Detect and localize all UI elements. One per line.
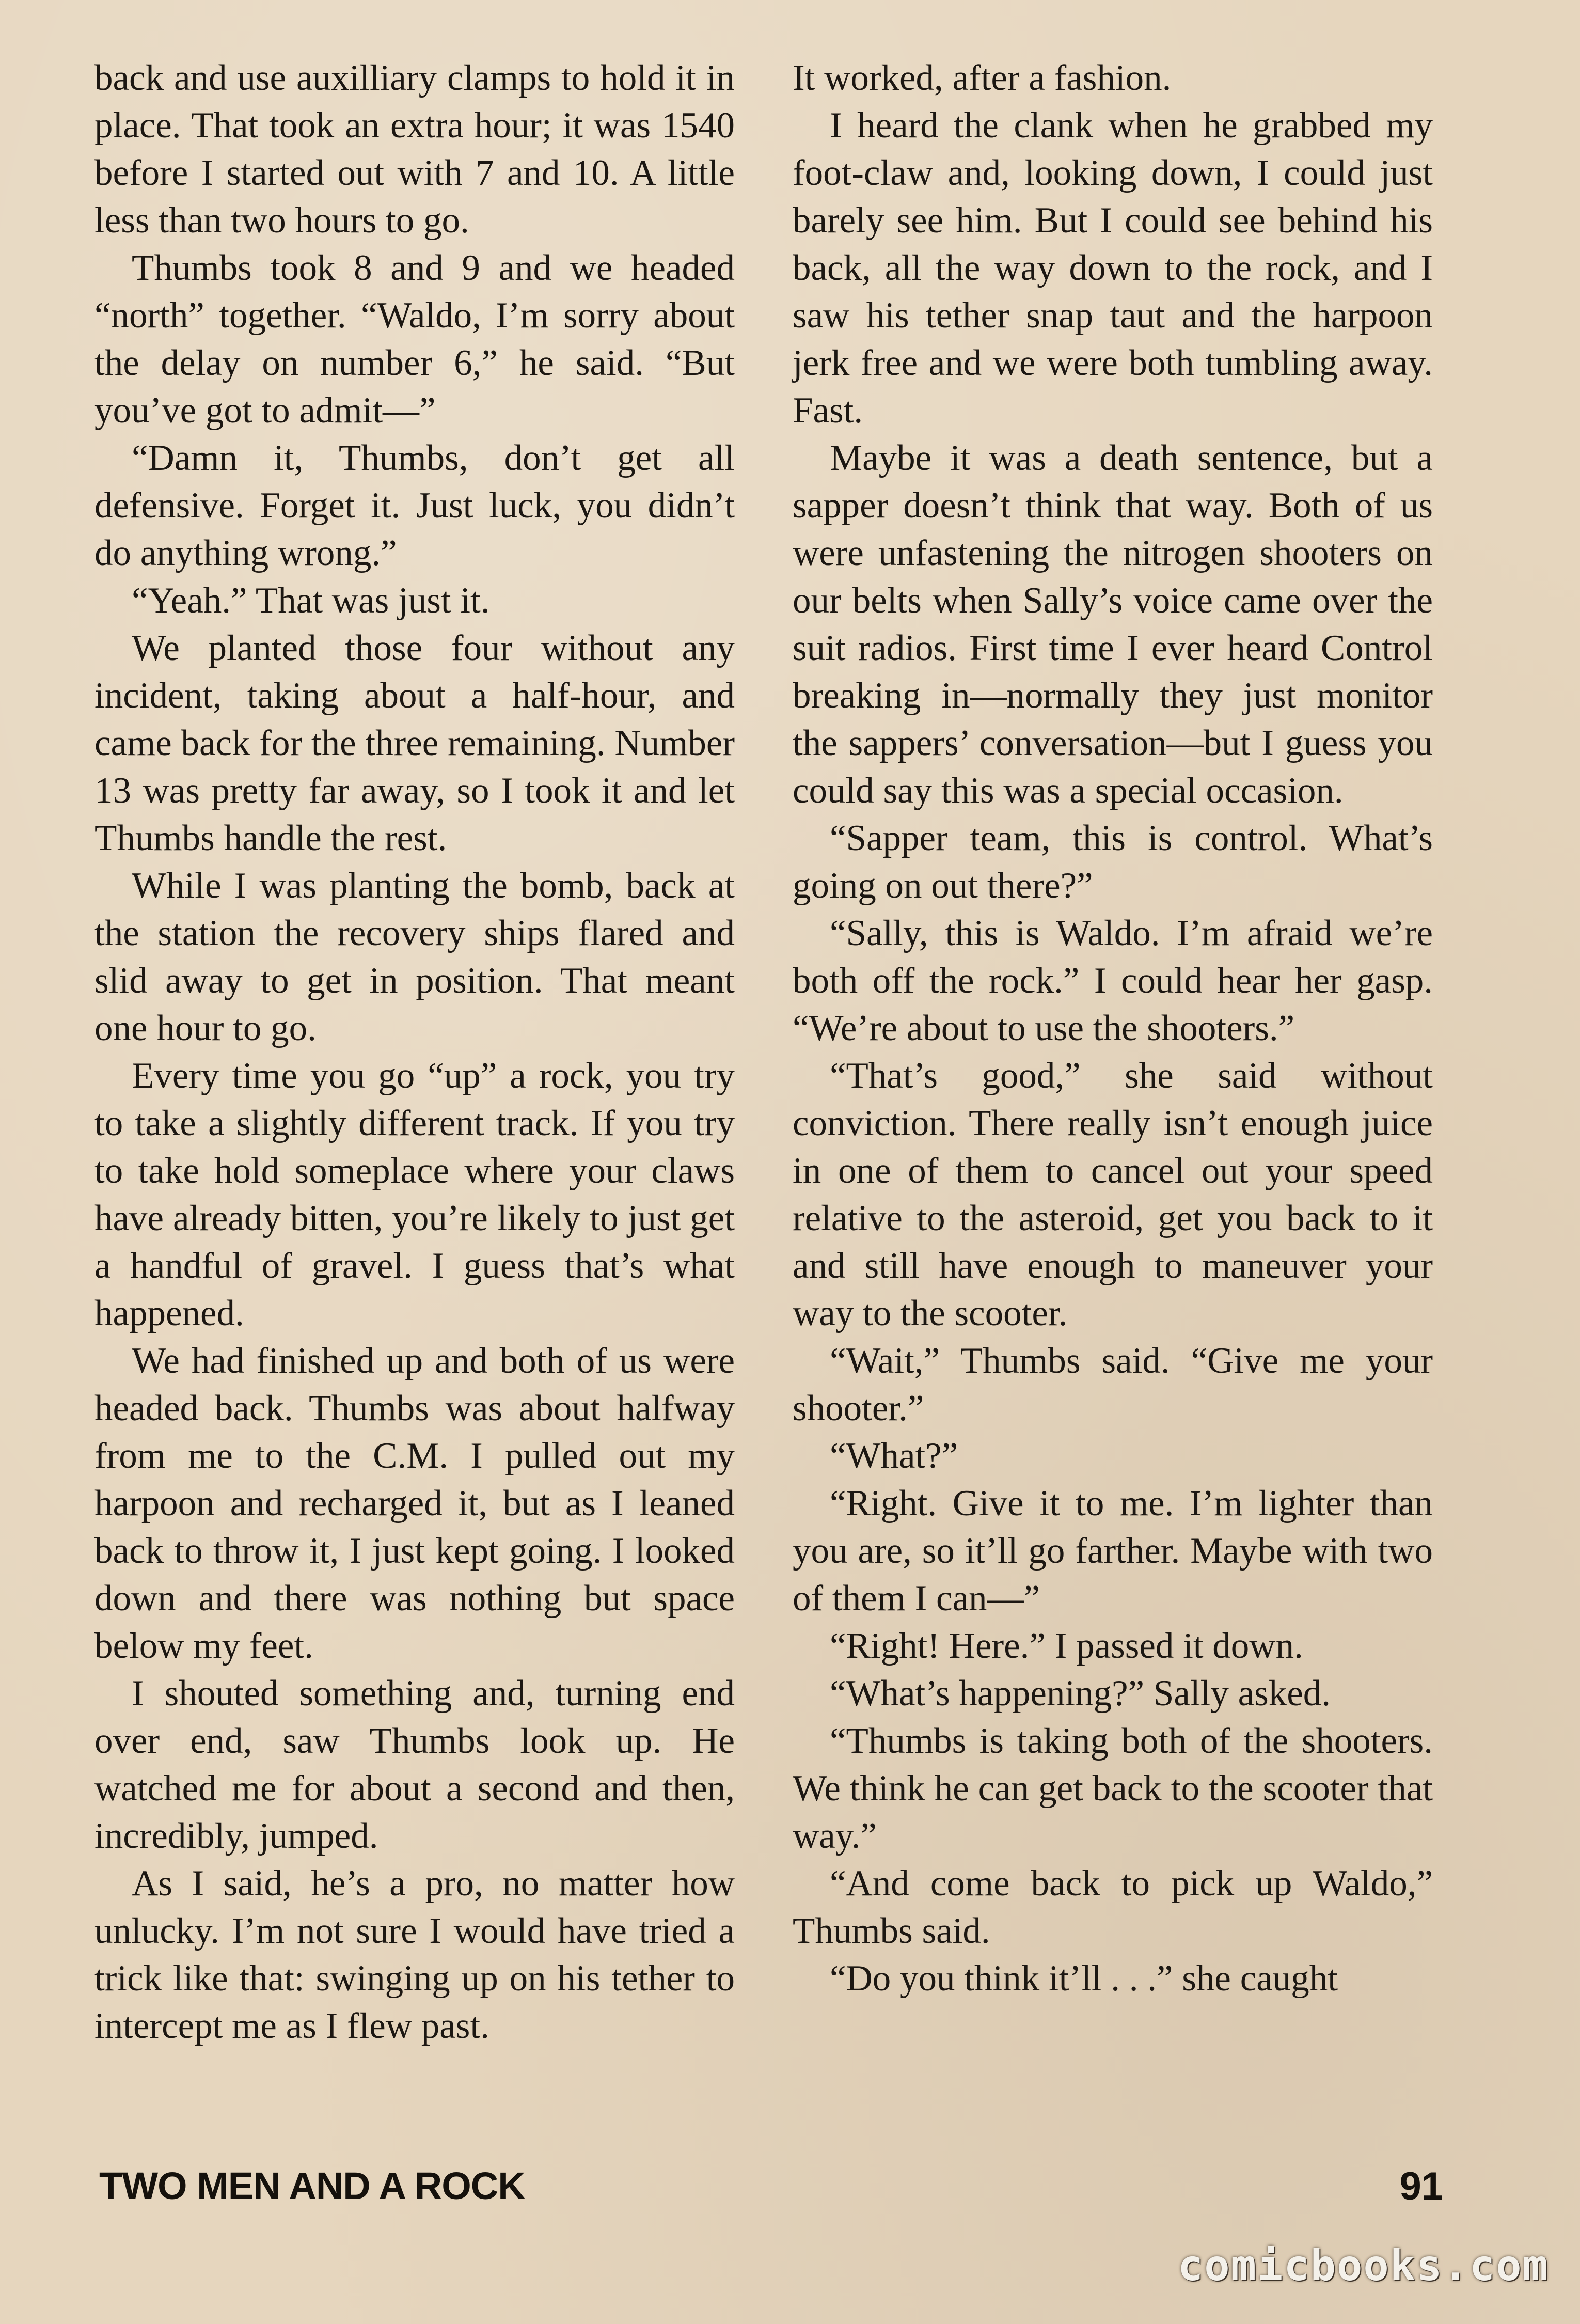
running-title: TWO MEN AND A ROCK bbox=[99, 2164, 525, 2207]
paragraph: “And come back to pick up Waldo,” Thumbs said. bbox=[793, 1863, 1433, 1951]
paragraph: “Wait,” Thumbs said. “Give me your shooter.” bbox=[793, 1341, 1433, 1428]
paragraph: We had finished up and both of us were headed back. Thumbs was about halfway from me to the C.M. I pulled out my harpoon and recharged it, but as I leaned back to throw it, I just kept going. I looked down and there was nothing but space below my feet. bbox=[94, 1341, 735, 1666]
paragraph: Every time you go “up” a rock, you try to take a slightly different track. If you try to take hold someplace where your claws have already bitten, you’re likely to just get a handful of gravel. I guess that’s what happened. bbox=[94, 1056, 735, 1333]
paragraph: “Right! Here.” I passed it down. bbox=[830, 1626, 1303, 1666]
paragraph: “Sapper team, this is control. What’s going on out there?” bbox=[793, 818, 1433, 906]
paragraph: back and use auxilliary clamps to hold it in place. That took an extra hour; it was 1540 before I started out with 7 and 10. A little less than two hours to go. bbox=[94, 58, 735, 241]
left-column bbox=[94, 54, 735, 2050]
paragraph: Thumbs took 8 and 9 and we headed “north” together. “Waldo, I’m sorry about the delay on number 6,” he said. “But you’ve got to admit—” bbox=[94, 248, 735, 431]
paragraph: “Do you think it’ll . . .” she caught bbox=[830, 1958, 1338, 1999]
paragraph: “What?” bbox=[830, 1436, 958, 1476]
paragraph: We planted those four without any incident, taking about a half-hour, and came back for the three remaining. Number 13 was pretty far away, so I took it and let Thumbs handle the rest. bbox=[94, 628, 735, 858]
right-column bbox=[793, 54, 1433, 2002]
paragraph: “Yeah.” That was just it. bbox=[132, 580, 490, 621]
page-number: 91 bbox=[1399, 2164, 1443, 2208]
paragraph: Maybe it was a death sentence, but a sapper doesn’t think that way. Both of us were unfastening the nitrogen shooters on our belts when Sally’s voice came over the suit radios. First time I ever heard Control breaking in—normally they just monitor the sappers’ conversation—but I guess you could say this was a special occasion. bbox=[793, 438, 1433, 811]
paragraph: “Right. Give it to me. I’m lighter than you are, so it’ll go farther. Maybe with two of them I can—” bbox=[793, 1483, 1433, 1619]
paragraph: It worked, after a fashion. bbox=[793, 58, 1172, 98]
paragraph: I shouted something and, turning end over end, saw Thumbs look up. He watched me for about a second and then, incredibly, jumped. bbox=[94, 1673, 735, 1856]
paragraph: “Damn it, Thumbs, don’t get all defensive. Forget it. Just luck, you didn’t do anything wrong.” bbox=[94, 438, 735, 573]
paragraph: “That’s good,” she said without conviction. There really isn’t enough juice in one of them to cancel out your speed relative to the asteroid, get you back to it and still have enough to maneuver your way to the scooter. bbox=[793, 1056, 1433, 1333]
paragraph: As I said, he’s a pro, no matter how unlucky. I’m not sure I would have tried a trick like that: swinging up on his tether to intercept me as I flew past. bbox=[94, 1863, 735, 2046]
paragraph: I heard the clank when he grabbed my foot-claw and, looking down, I could just barely see him. But I could see behind his back, all the way down to the rock, and I saw his tether snap taut and the harpoon jerk free and we were both tumbling away. Fast. bbox=[793, 105, 1433, 431]
paragraph: “What’s happening?” Sally asked. bbox=[830, 1673, 1331, 1714]
paragraph: “Sally, this is Waldo. I’m afraid we’re both off the rock.” I could hear her gasp. “We’re about to use the shooters.” bbox=[793, 913, 1433, 1048]
watermark: comicbooks.com bbox=[1177, 2241, 1549, 2290]
paragraph: “Thumbs is taking both of the shooters. We think he can get back to the scooter that way.” bbox=[793, 1721, 1433, 1856]
paragraph: While I was planting the bomb, back at the station the recovery ships flared and slid away to get in position. That meant one hour to go. bbox=[94, 866, 735, 1048]
